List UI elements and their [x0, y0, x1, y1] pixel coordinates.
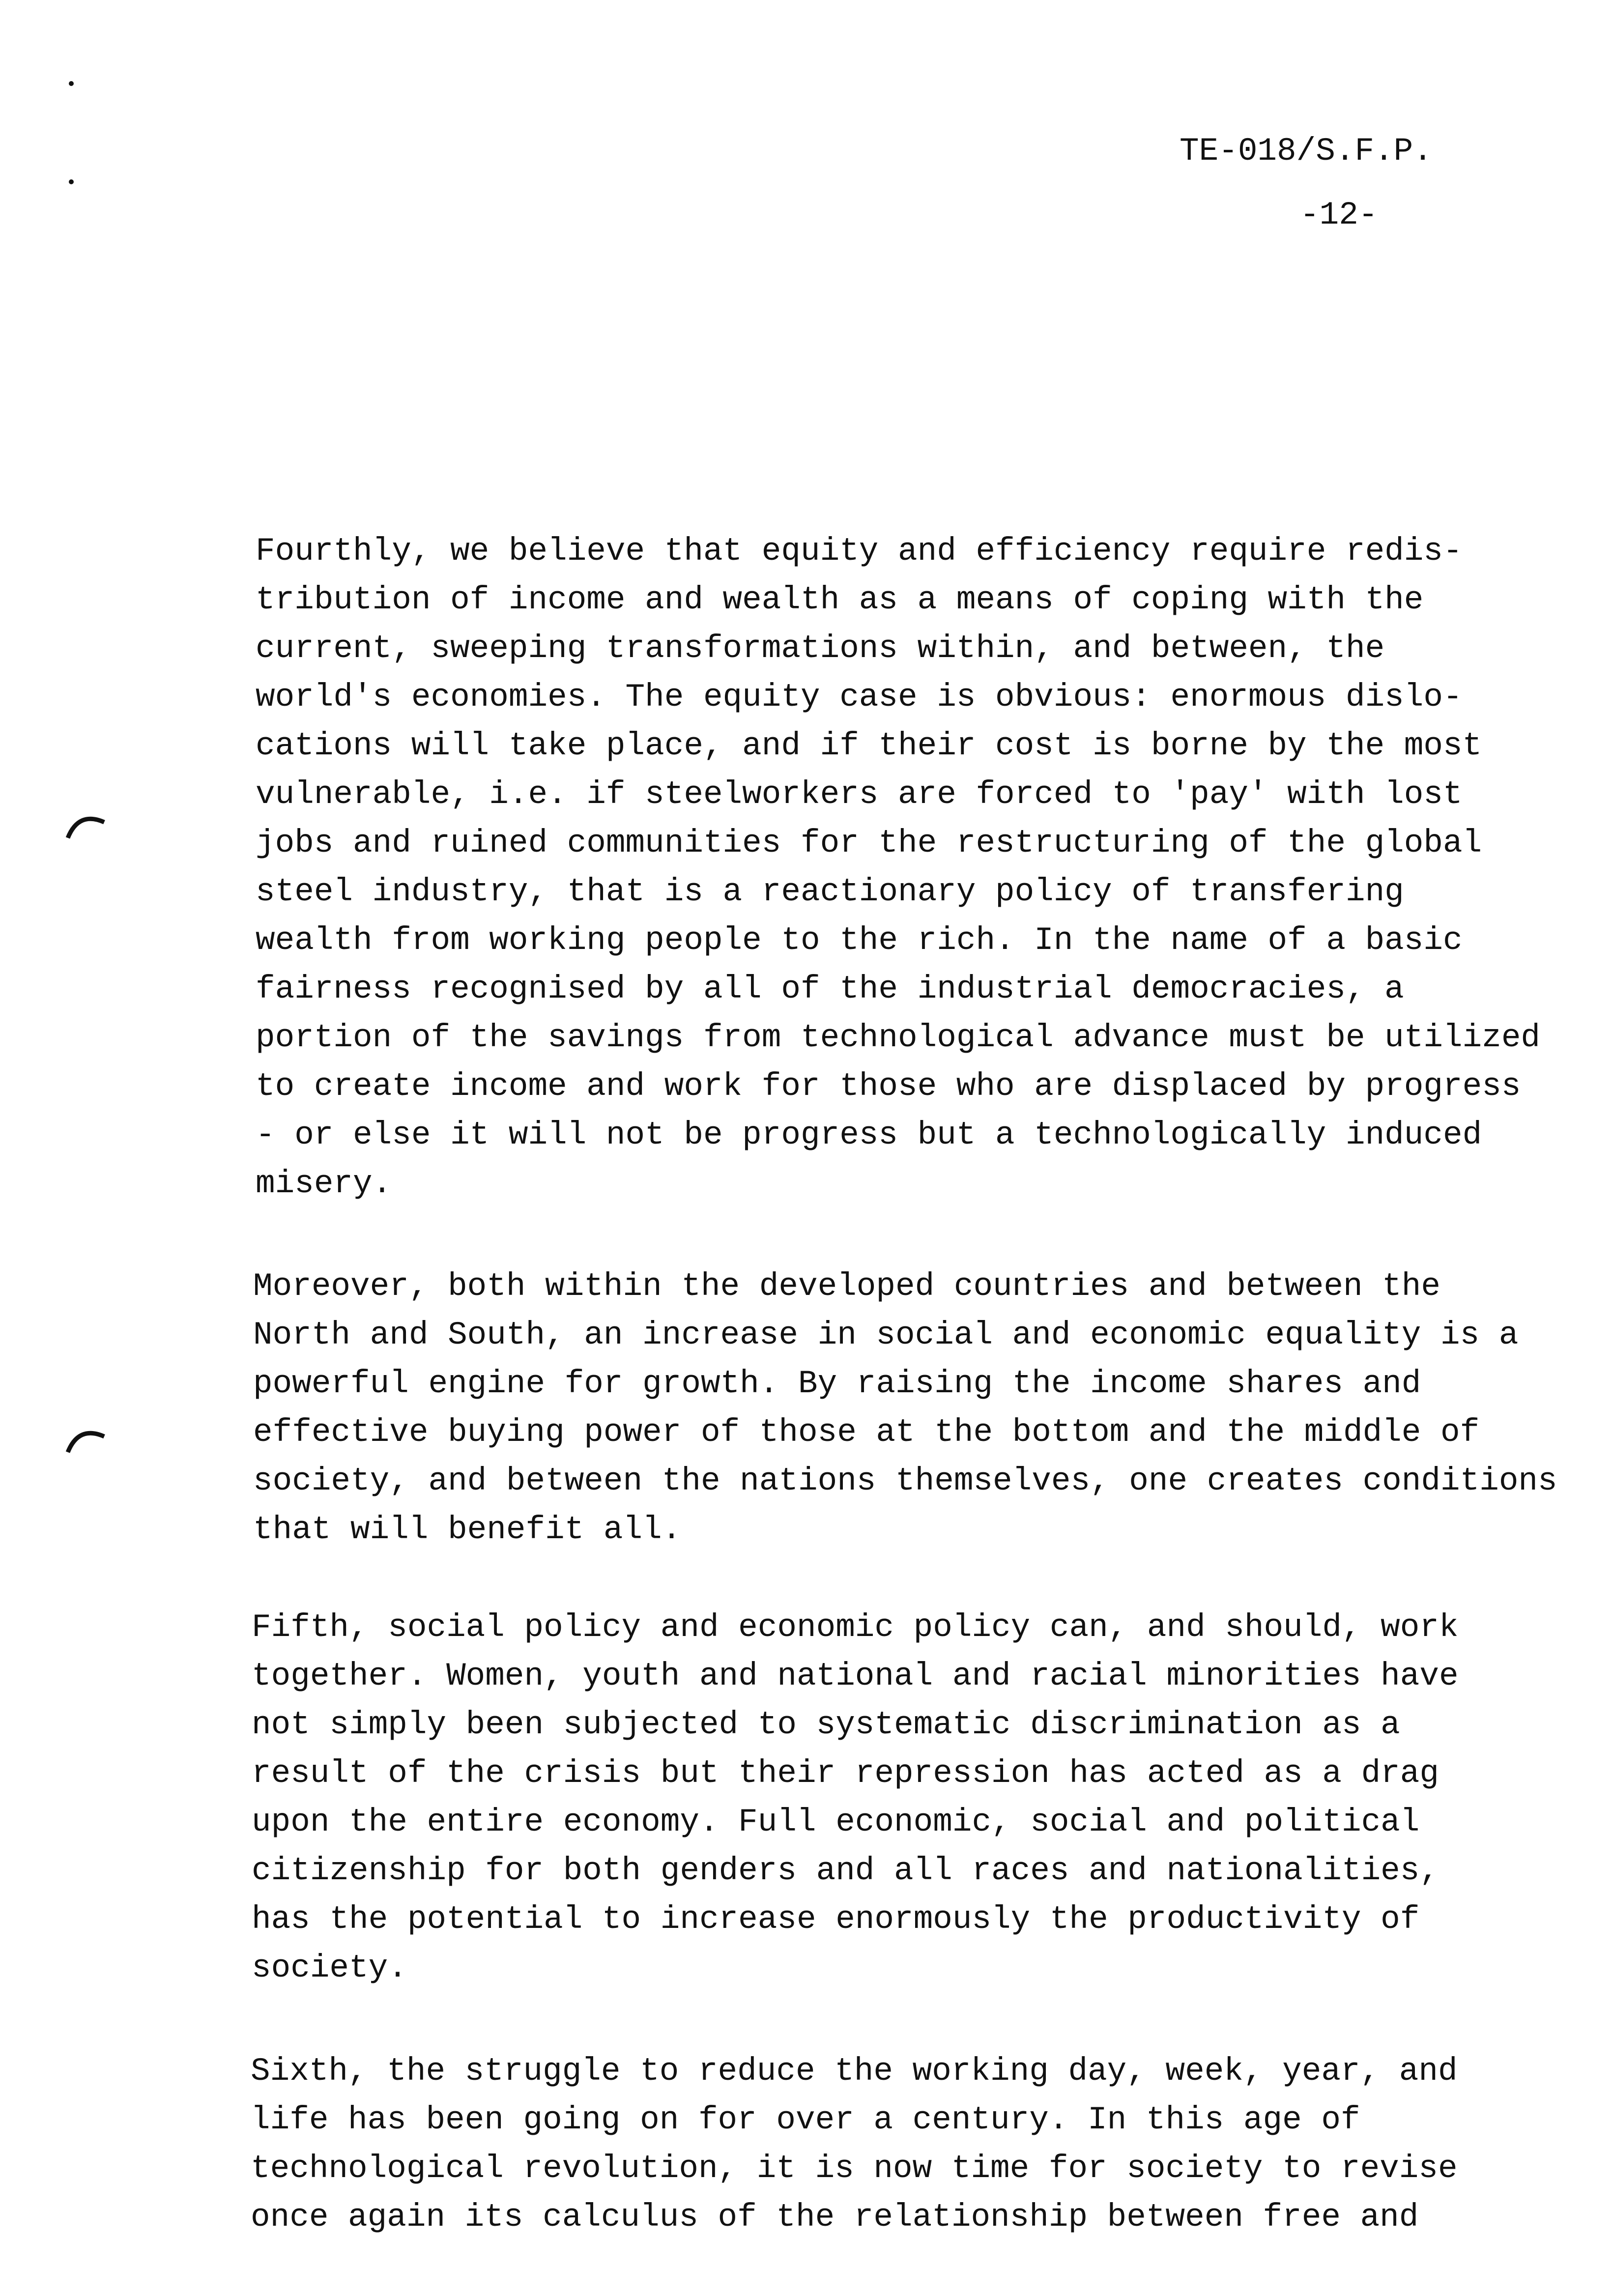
text-line: citizenship for both genders and all races and nationalities,: [252, 1852, 1439, 1889]
text-line: not simply been subjected to systematic discrimination as a: [252, 1706, 1400, 1743]
text-line: result of the crisis but their repression has acted as a drag: [252, 1755, 1439, 1792]
text-line: - or else it will not be progress but a technologically induced: [256, 1117, 1482, 1153]
text-line: life has been going on for over a century. In this age of: [251, 2101, 1360, 2138]
scan-speck: [69, 81, 74, 86]
text-line: Moreover, both within the developed countries and between the: [253, 1268, 1440, 1305]
paragraph-moreover: [253, 1262, 1557, 1554]
text-line: wealth from working people to the rich. In the name of a basic: [256, 922, 1463, 959]
punch-hole-mark-icon: [64, 1423, 108, 1457]
paragraph-fifth: [252, 1603, 1459, 1992]
text-line: society.: [252, 1950, 407, 1986]
text-line: society, and between the nations themselves, one creates conditions: [253, 1463, 1557, 1499]
page-number: -12-: [1300, 197, 1378, 233]
text-line: portion of the savings from technological advance must be utilized: [256, 1019, 1541, 1056]
text-line: cations will take place, and if their cost is borne by the most: [256, 727, 1482, 764]
text-line: North and South, an increase in social and economic equality is a: [253, 1317, 1519, 1353]
text-line: Sixth, the struggle to reduce the working day, week, year, and: [251, 2053, 1458, 2090]
text-line: once again its calculus of the relationship between free and: [251, 2199, 1419, 2236]
text-line: has the potential to increase enormously the productivity of: [252, 1901, 1420, 1938]
text-line: Fifth, social policy and economic policy can, and should, work: [252, 1609, 1459, 1646]
text-line: to create income and work for those who are displaced by progress: [256, 1068, 1521, 1105]
document-reference: TE-018/S.F.P.: [1180, 133, 1433, 170]
paragraph-sixth: [251, 2047, 1458, 2241]
punch-hole-mark-icon: [64, 808, 108, 843]
text-line: misery.: [256, 1165, 392, 1202]
text-line: upon the entire economy. Full economic, social and political: [252, 1804, 1420, 1840]
text-line: that will benefit all.: [253, 1511, 682, 1548]
text-line: technological revolution, it is now time for society to revise: [251, 2150, 1458, 2187]
text-line: steel industry, that is a reactionary policy of transfering: [256, 873, 1404, 910]
text-line: jobs and ruined communities for the restructuring of the global: [256, 825, 1482, 861]
scan-speck: [69, 179, 74, 184]
text-line: current, sweeping transformations within, and between, the: [256, 630, 1385, 667]
text-line: vulnerable, i.e. if steelworkers are forced to 'pay' with lost: [256, 776, 1463, 813]
text-line: effective buying power of those at the bottom and the middle of: [253, 1414, 1480, 1451]
text-line: tribution of income and wealth as a means of coping with the: [256, 581, 1424, 618]
text-line: world's economies. The equity case is obvious: enormous dislo-: [256, 679, 1463, 716]
text-line: together. Women, youth and national and racial minorities have: [252, 1658, 1459, 1694]
text-line: powerful engine for growth. By raising the income shares and: [253, 1365, 1421, 1402]
text-line: Fourthly, we believe that equity and efficiency require redis-: [256, 533, 1463, 570]
paragraph-fourthly: [256, 527, 1540, 1208]
text-line: fairness recognised by all of the industrial democracies, a: [256, 971, 1404, 1007]
